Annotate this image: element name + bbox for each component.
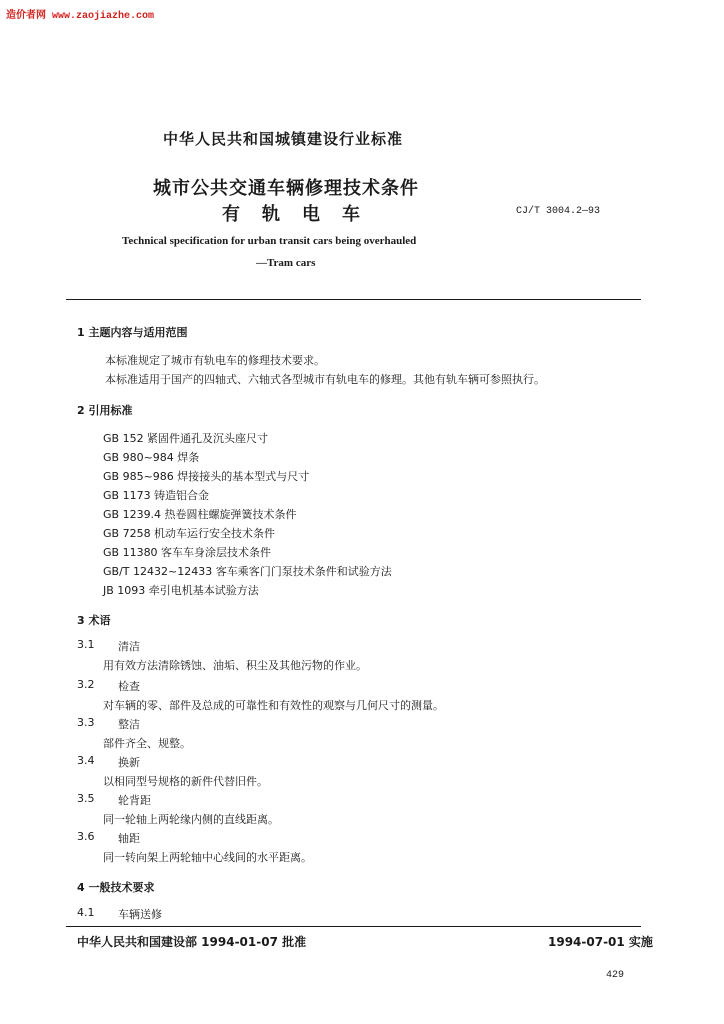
term-name: 轮背距 [118,794,151,807]
reference-item: GB/T 12432~12433 客车乘客门门泵技术条件和试验方法 [103,565,392,578]
term-number: 3.5 [77,792,95,805]
subsection-heading: 车辆送修 [118,908,162,921]
footer-divider [66,926,641,927]
implementation-date: 1994-07-01 实施 [548,935,653,949]
section-3-heading: 3 术语 [77,614,111,627]
term-name: 换新 [118,756,140,769]
approval-line: 中华人民共和国建设部 1994-01-07 批准 [77,935,307,949]
reference-item: JB 1093 牵引电机基本试验方法 [103,584,259,597]
subsection-number: 4.1 [77,906,95,919]
term-definition: 部件齐全、规整。 [103,737,191,750]
term-definition: 对车辆的零、部件及总成的可靠性和有效性的观察与几何尺寸的测量。 [103,699,444,712]
reference-item: GB 985~986 焊接接头的基本型式与尺寸 [103,470,310,483]
section-1-paragraph-2: 本标准适用于国产的四轴式、六轴式各型城市有轨电车的修理。其他有轨车辆可参照执行。 [105,373,545,386]
section-1-paragraph-1: 本标准规定了城市有轨电车的修理技术要求。 [105,354,325,367]
header-divider [66,299,641,300]
page-title: 城市公共交通车辆修理技术条件 [153,178,419,199]
page-number: 429 [606,970,625,981]
term-name: 检查 [118,680,140,693]
english-title: Technical specification for urban transit cars being overhauled [122,235,417,247]
term-name: 清洁 [118,640,140,653]
reference-item: GB 980~984 焊条 [103,451,200,464]
term-number: 3.3 [77,716,95,729]
term-name: 轴距 [118,832,140,845]
section-4-heading: 4 一般技术要求 [77,881,155,894]
reference-item: GB 11380 客车车身涂层技术条件 [103,546,272,559]
term-number: 3.6 [77,830,95,843]
section-2-heading: 2 引用标准 [77,404,133,417]
term-number: 3.1 [77,638,95,651]
term-definition: 同一转向架上两轮轴中心线间的水平距离。 [103,851,312,864]
reference-item: GB 7258 机动车运行安全技术条件 [103,527,276,540]
term-number: 3.2 [77,678,95,691]
watermark [6,6,154,22]
watermark-url: www.zaojiazhe.com [52,11,155,22]
reference-item: GB 152 紧固件通孔及沉头座尺寸 [103,432,269,445]
english-subtitle: —Tram cars [256,257,316,269]
term-definition: 用有效方法清除锈蚀、油垢、积尘及其他污物的作业。 [103,659,367,672]
term-definition: 以相同型号规格的新件代替旧件。 [103,775,268,788]
reference-item: GB 1173 铸造铝合金 [103,489,210,502]
section-1-heading: 1 主题内容与适用范围 [77,326,188,339]
term-name: 整洁 [118,718,140,731]
watermark-text: 造价者网 [6,10,46,21]
page-subtitle: 有轨电车 [222,204,382,225]
term-definition: 同一轮轴上两轮缘内侧的直线距离。 [103,813,279,826]
term-number: 3.4 [77,754,95,767]
super-title: 中华人民共和国城镇建设行业标准 [163,130,404,148]
reference-item: GB 1239.4 热卷圆柱螺旋弹簧技术条件 [103,508,297,521]
standard-number: CJ/T 3004.2—93 [516,206,601,217]
